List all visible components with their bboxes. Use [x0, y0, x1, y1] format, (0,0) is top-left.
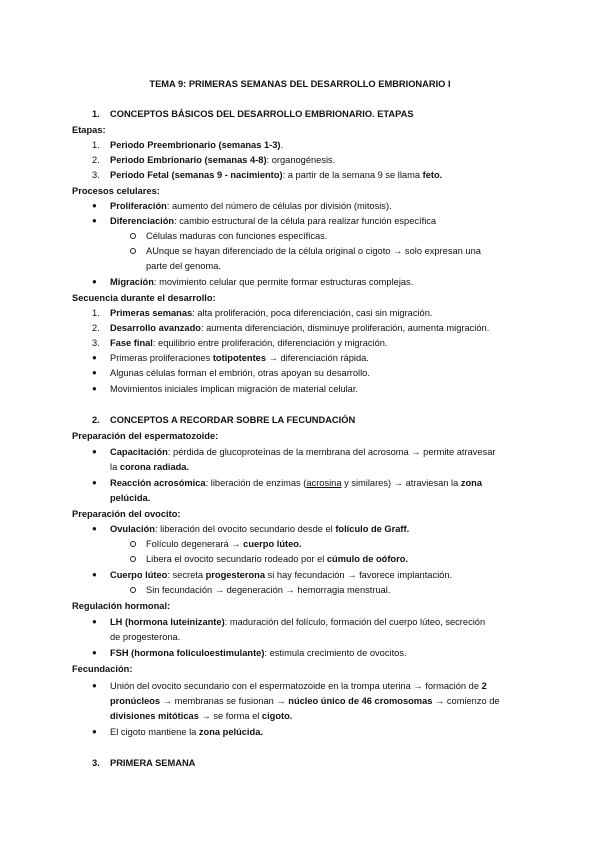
section-1-number: 1. — [92, 109, 100, 119]
etapa-1: Periodo Preembrionario (semanas 1-3). — [110, 140, 284, 150]
circle-bullet-icon — [130, 248, 136, 254]
bullet-icon: ● — [92, 201, 97, 210]
fecundacion-item-cont: pronúcleos → membranas se fusionan → núcleo único de 46 cromosomas → comienzo de — [110, 696, 500, 706]
bullet-icon: ● — [92, 478, 97, 487]
lh-item-cont: de progesterona. — [110, 632, 181, 642]
totipotentes-item: Primeras proliferaciones totipotentes → diferenciación rápida. — [110, 353, 369, 363]
secuencia-label: Secuencia durante el desarrollo: — [72, 293, 216, 303]
procesos-label: Procesos celulares: — [72, 186, 160, 196]
etapa-1-number: 1. — [92, 140, 100, 150]
ovulacion-item: Ovulación: liberación del ovocito secundario desde el folículo de Graff. — [110, 524, 410, 534]
section-2-number: 2. — [92, 415, 100, 425]
circle-bullet-icon — [130, 541, 136, 547]
bullet-icon: ● — [92, 216, 97, 225]
bullet-icon: ● — [92, 617, 97, 626]
diferenciacion-item: Diferenciación: cambio estructural de la célula para realizar función específica — [110, 216, 437, 226]
lh-item: LH (hormona luteinizante): maduración del folículo, formación del cuerpo lúteo, secreción — [110, 617, 486, 627]
bullet-icon: ● — [92, 447, 97, 456]
fsh-item: FSH (hormona foliculoestimulante): estimula crecimiento de ovocitos. — [110, 648, 407, 658]
bullet-icon: ● — [92, 353, 97, 362]
diferenciacion-sub-2-cont: parte del genoma. — [146, 261, 221, 271]
secuencia-2-number: 2. — [92, 323, 100, 333]
reaccion-acrosomica-cont: pelúcida. — [110, 493, 151, 503]
etapas-label: Etapas: — [72, 125, 106, 135]
bullet-icon: ● — [92, 727, 97, 736]
section-2-heading: CONCEPTOS A RECORDAR SOBRE LA FECUNDACIÓN — [110, 415, 356, 425]
bullet-icon: ● — [92, 384, 97, 393]
capacitacion-item: Capacitación: pérdida de glucoproteínas de la membrana del acrosoma → permite atravesar — [110, 447, 496, 457]
secuencia-2: Desarrollo avanzado: aumenta diferenciación, disminuye proliferación, aumenta migración. — [110, 323, 490, 333]
page-title: TEMA 9: PRIMERAS SEMANAS DEL DESARROLLO EMBRIONARIO I — [149, 79, 451, 89]
fecundacion-item: Unión del ovocito secundario con el espermatozoide en la trompa uterina → formación de 2 — [110, 681, 487, 691]
cigoto-item: El cigoto mantiene la zona pelúcida. — [110, 727, 263, 737]
section-3-heading: PRIMERA SEMANA — [110, 758, 196, 768]
bullet-icon: ● — [92, 570, 97, 579]
secuencia-1: Primeras semanas: alta proliferación, poca diferenciación, casi sin migración. — [110, 308, 433, 318]
fecundacion-item-cont-2: divisiones mitóticas → se forma el cigoto. — [110, 711, 293, 721]
circle-bullet-icon — [130, 587, 136, 593]
cuerpo-luteo-sub: Sin fecundación → degeneración → hemorragia menstrual. — [146, 585, 391, 595]
section-3-number: 3. — [92, 758, 100, 768]
etapa-2: Periodo Embrionario (semanas 4-8): organogénesis. — [110, 155, 336, 165]
diferenciacion-sub-2: AUnque se hayan diferenciado de la célula original o cigoto → solo expresan una — [146, 246, 481, 256]
fecundacion-label: Fecundación: — [72, 664, 133, 674]
regulacion-label: Regulación hormonal: — [72, 601, 171, 611]
bullet-icon: ● — [92, 648, 97, 657]
espermatozoide-label: Preparación del espermatozoide: — [72, 431, 219, 441]
bullet-icon: ● — [92, 681, 97, 690]
circle-bullet-icon — [130, 556, 136, 562]
etapa-3: Periodo Fetal (semanas 9 - nacimiento): a partir de la semana 9 se llama feto. — [110, 170, 443, 180]
secuencia-3-number: 3. — [92, 338, 100, 348]
reaccion-acrosomica-item: Reacción acrosómica: liberación de enzimas (acrosina y similares) → atraviesan la zona — [110, 478, 483, 488]
migracion-item: Migración: movimiento celular que permite formar estructuras complejas. — [110, 277, 414, 287]
bullet-icon: ● — [92, 277, 97, 286]
etapa-3-number: 3. — [92, 170, 100, 180]
ovulacion-sub-1: Folículo degenerará → cuerpo lúteo. — [146, 539, 302, 549]
diferenciacion-sub-1: Células maduras con funciones específicas. — [146, 231, 328, 241]
capacitacion-item-cont: la corona radiada. — [110, 462, 190, 472]
ovocito-label: Preparación del ovocito: — [72, 509, 181, 519]
circle-bullet-icon — [130, 233, 136, 239]
bullet-icon: ● — [92, 524, 97, 533]
secuencia-1-number: 1. — [92, 308, 100, 318]
ovulacion-sub-2: Libera el ovocito secundario rodeado por el cúmulo de oóforo. — [146, 554, 408, 564]
etapa-2-number: 2. — [92, 155, 100, 165]
proliferacion-item: Proliferación: aumento del número de células por división (mitosis). — [110, 201, 392, 211]
bullet-icon: ● — [92, 368, 97, 377]
celulas-embrion-item: Algunas células forman el embrión, otras apoyan su desarrollo. — [110, 368, 370, 378]
secuencia-3: Fase final: equilibrio entre proliferación, diferenciación y migración. — [110, 338, 388, 348]
cuerpo-luteo-item: Cuerpo lúteo: secreta progesterona si hay fecundación → favorece implantación. — [110, 570, 453, 580]
section-1-heading: CONCEPTOS BÁSICOS DEL DESARROLLO EMBRIONARIO. ETAPAS — [110, 109, 414, 119]
movimientos-item: Movimientos iniciales implican migración de material celular. — [110, 384, 359, 394]
